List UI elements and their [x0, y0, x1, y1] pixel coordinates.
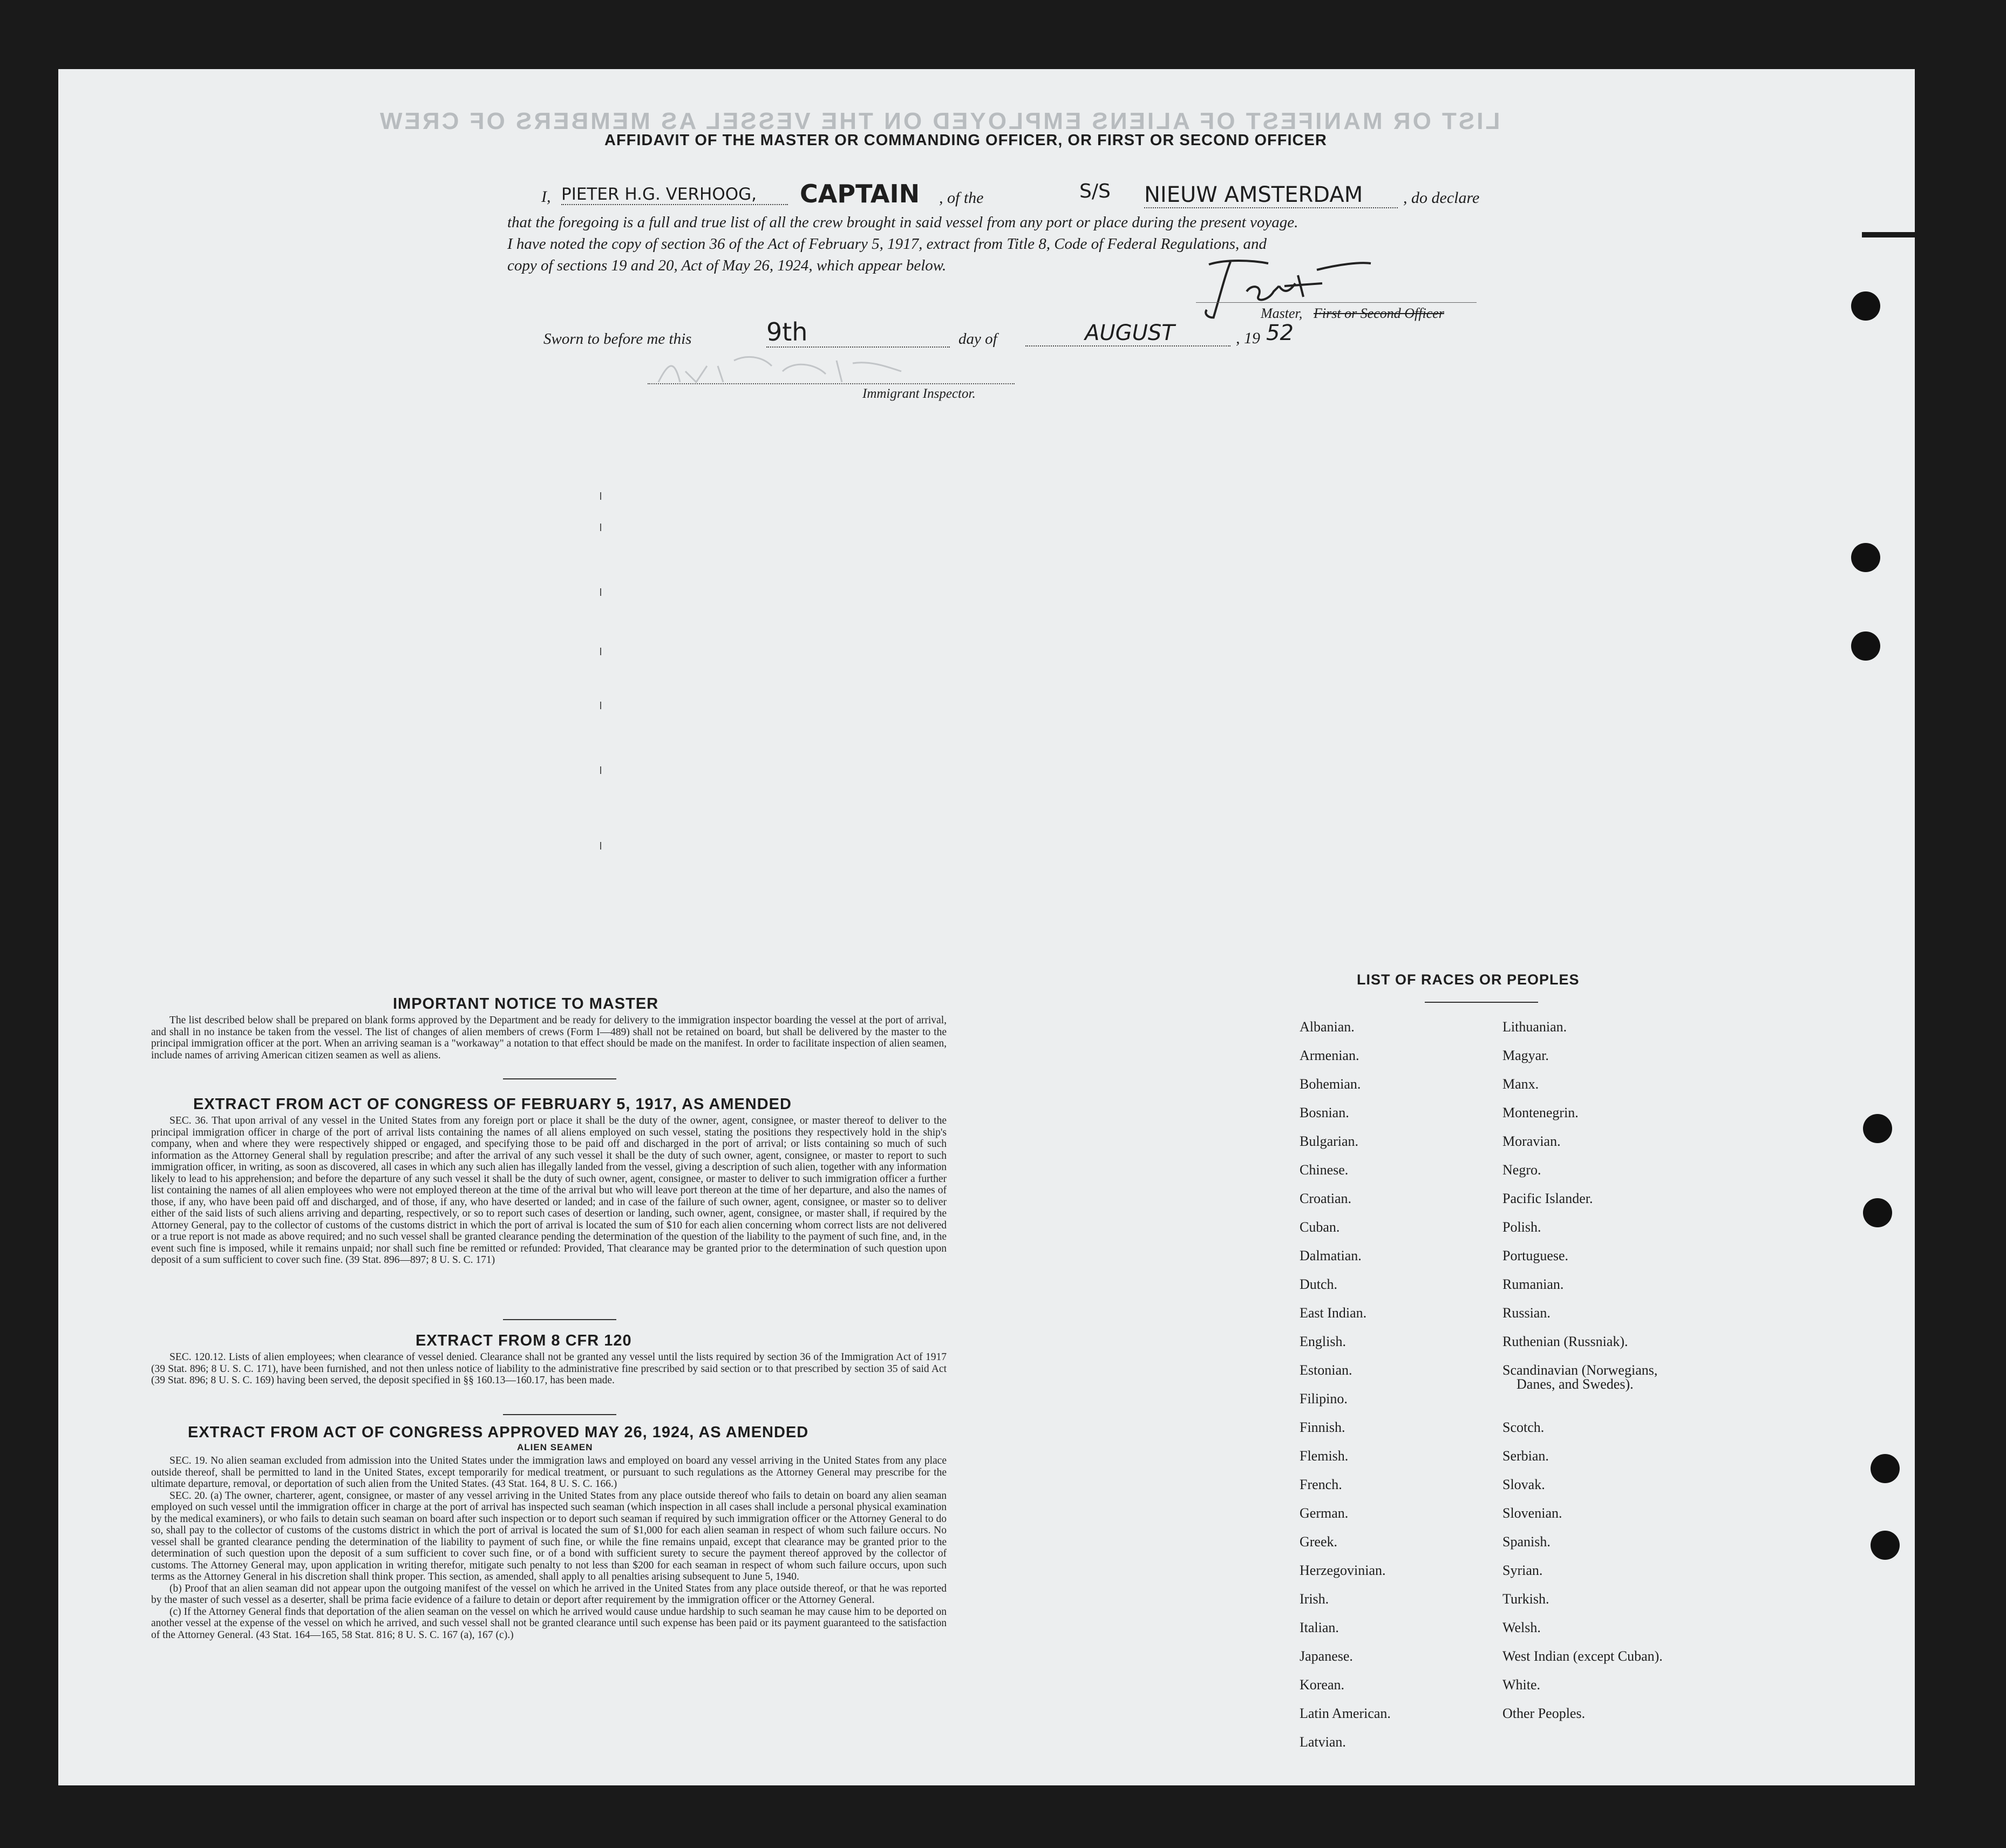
punch-hole: [1851, 631, 1880, 661]
alien-seamen-subtitle: ALIEN SEAMEN: [517, 1442, 593, 1452]
column-tick: [600, 524, 601, 531]
extract-1917-text: [151, 1115, 947, 1266]
extract-cfr-title: EXTRACT FROM 8 CFR 120: [416, 1332, 632, 1349]
race-item: Other Peoples.: [1502, 1706, 1586, 1721]
notice-paragraph: The list described below shall be prepared on blank forms approved by the Department and be ready for delivery to the immigration inspector boarding the vessel at the port of arrival, and shall in no instance be taken from the vessel. The list of changes of alien members of crews (Form I—489) shall not be retained on board, but shall be delivered by the master to the principal immigration officer at the port. When an arriving seaman is a "workaway" a notation to that effect should be made on the manifest. In order to facilitate inspection of alien seamen, include names of arriving American citizen seamen as well as aliens.: [151, 1015, 947, 1061]
race-item: Bulgarian.: [1300, 1133, 1359, 1149]
sworn-day-field: 9th: [766, 317, 950, 348]
race-item: Syrian.: [1502, 1562, 1543, 1578]
signer-role-master: Master,: [1261, 305, 1303, 321]
race-item: Montenegrin.: [1502, 1105, 1579, 1120]
race-item: Latin American.: [1300, 1706, 1391, 1721]
notice-text: [151, 1015, 947, 1061]
race-item: Rumanian.: [1502, 1276, 1564, 1292]
race-item: Russian.: [1502, 1305, 1551, 1321]
inspector-signature-line: [648, 383, 1015, 384]
do-declare-label: , do declare: [1403, 189, 1480, 207]
punch-hole: [1851, 543, 1880, 572]
race-item: Bohemian.: [1300, 1076, 1361, 1092]
day-of-label: day of: [958, 330, 997, 348]
punch-hole: [1851, 291, 1880, 321]
sworn-month-field: AUGUST: [1025, 321, 1230, 346]
column-tick: [600, 702, 601, 709]
affidavit-body-line: copy of sections 19 and 20, Act of May 26, 1924, which appear below.: [507, 257, 947, 274]
race-item: Portuguese.: [1502, 1248, 1569, 1263]
sec20c-paragraph: (c) If the Attorney General finds that deportation of the alien seaman on the vessel on which he arrived would cause undue hardship to such seaman he may cause him to be deported on another vessel at the expense of the vessel on which he arrived, and such vessel shall not be granted clearance until such expense has been paid or its payment guaranteed to the satisfaction of the Attorney General. (43 Stat. 164—165, 58 Stat. 816; 8 U. S. C. 167 (a), 167 (c).): [151, 1606, 947, 1641]
sec36-paragraph: SEC. 36. That upon arrival of any vessel in the United States from any foreign port or place it shall be the duty of the owner, agent, consignee, or master thereof to deliver to the principal immigration officer in charge of the port of arrival lists containing the names of all aliens employed on such vessel, stating the positions they respectively hold in the ship's company, when and where they were respectively shipped or engaged, and specifying those to be paid off and discharged in the port of arrival; or lists containing so much of such information as the Attorney General shall by regulation prescribe; and after the arrival of any such vessel it shall be the duty of such owner, agent, consignee, or master to report to such immigration officer, in writing, as soon as discovered, all cases in which any such alien has illegally landed from the vessel, giving a description of such alien, together with any information likely to lead to his apprehension; and before the departure of any such vessel it shall be the duty of such owner, agent, consignee, or master to deliver to such immigration officer a further list containing the names of all alien employees who were not employed thereon at the time of the arrival but who will leave port thereon at the time of her departure, and also the names of those, if any, who have been paid off and discharged, and of those, if any, who have deserted or landed; and in case of the failure of such owner, agent, consignee, or master so to deliver either of the said lists of such aliens arriving and departing, respectively, or so to report such cases of desertion or landing, such owner, agent, consignee, or master shall, if required by the Attorney General, pay to the collector of customs of the customs district in which the port of arrival is located the sum of $10 for each alien concerning whom correct lists are not delivered or a true report is not made as above required; and no such vessel shall be granted clearance pending the determination of the question of the liability to the payment of such fine, and, in the event such fine is imposed, while it remains unpaid; nor shall such fine be remitted or refunded: Provided, That clearance may be granted prior to the determination of such question upon deposit of a sum sufficient to cover such fine. (39 Stat. 896—897; 8 U. S. C. 171): [151, 1115, 947, 1266]
race-item: Armenian.: [1300, 1048, 1359, 1063]
race-item: Pacific Islander.: [1502, 1191, 1593, 1206]
punch-hole: [1863, 1198, 1892, 1227]
column-tick: [600, 842, 601, 850]
race-item: East Indian.: [1300, 1305, 1367, 1321]
race-item: Spanish.: [1502, 1534, 1551, 1550]
race-item: Chinese.: [1300, 1162, 1349, 1178]
race-item: Bosnian.: [1300, 1105, 1349, 1120]
vessel-name-field: NIEUW AMSTERDAM: [1144, 182, 1398, 208]
bleed-through-header: LIST OR MANIFEST OF ALIENS EMPLOYED ON THE VESSEL AS MEMBERS OF CREW: [378, 108, 1500, 134]
race-item: Polish.: [1502, 1219, 1541, 1235]
race-item: Estonian.: [1300, 1362, 1352, 1378]
column-tick: [600, 648, 601, 655]
race-item: Lithuanian.: [1502, 1019, 1567, 1035]
race-item: Scotch.: [1502, 1419, 1545, 1435]
column-tick: [600, 766, 601, 774]
race-item: Italian.: [1300, 1620, 1339, 1635]
affidavit-title: AFFIDAVIT OF THE MASTER OR COMMANDING OFFICER, OR FIRST OR SECOND OFFICER: [604, 132, 1327, 149]
affidavit-body-line: that the foregoing is a full and true list of all the crew brought in said vessel from any port or place during the present voyage.: [507, 214, 1298, 231]
sworn-year-field: 52: [1266, 321, 1294, 345]
race-item: Albanian.: [1300, 1019, 1355, 1035]
race-item: Serbian.: [1502, 1448, 1549, 1464]
affidavit-body-line: I have noted the copy of section 36 of the Act of February 5, 1917, extract from Title 8, Code of Federal Regulations, and: [507, 235, 1267, 253]
divider: [503, 1319, 616, 1320]
race-item: Negro.: [1502, 1162, 1541, 1178]
race-item: Croatian.: [1300, 1191, 1352, 1206]
year-prefix: , 19: [1236, 329, 1260, 347]
divider: [503, 1414, 616, 1415]
page-edge-shadow: [1862, 232, 1916, 237]
race-item: English.: [1300, 1334, 1346, 1349]
column-tick: [600, 492, 601, 500]
race-item: Irish.: [1300, 1591, 1329, 1607]
race-item: Moravian.: [1502, 1133, 1561, 1149]
extract-1924-text: [151, 1455, 947, 1641]
race-item: Greek.: [1300, 1534, 1338, 1550]
extract-cfr-text: [151, 1351, 947, 1387]
signature-line: [1196, 302, 1477, 303]
of-the-label: , of the: [939, 189, 984, 207]
race-item: Finnish.: [1300, 1419, 1345, 1435]
punch-hole: [1863, 1114, 1892, 1143]
rank-field: CAPTAIN: [800, 179, 920, 208]
divider: [1425, 1002, 1538, 1003]
race-item: Flemish.: [1300, 1448, 1349, 1464]
sec120-paragraph: SEC. 120.12. Lists of alien employees; when clearance of vessel denied. Clearance shall not be granted any vessel until the lists required by section 36 of the Immigration Act of 1917 (39 Stat. 896; 8 U. S. C. 171), have been furnished, and not then unless notice of liability to the administrative fine prescribed by said section or to that prescribed by section 35 of said Act (39 Stat. 896; 8 U. S. C. 169) having been served, the deposit specified in §§ 160.13—160.17, has been made.: [151, 1351, 947, 1386]
vessel-prefix: S/S: [1079, 180, 1111, 202]
extract-1924-title: EXTRACT FROM ACT OF CONGRESS APPROVED MAY 26, 1924, AS AMENDED: [188, 1424, 809, 1441]
master-name-field: PIETER H.G. VERHOOG,: [561, 185, 788, 205]
race-item: Scandinavian (Norwegians,: [1502, 1362, 1658, 1378]
notice-title: IMPORTANT NOTICE TO MASTER: [393, 995, 659, 1013]
sec20b-paragraph: (b) Proof that an alien seaman did not appear upon the outgoing manifest of the vessel on which he arrived in the United States from any place outside thereof, or that he was reported by the master of such vessel as a deserter, shall be prima facie evidence of a failure to detain or deport after requirement by the immigration officer or the Attorney General.: [151, 1582, 947, 1606]
races-title: LIST OF RACES OR PEOPLES: [1357, 971, 1580, 988]
column-tick: [600, 588, 601, 596]
race-item: White.: [1502, 1677, 1541, 1693]
race-item: Slovak.: [1502, 1477, 1545, 1492]
declare-prefix: I,: [541, 188, 551, 206]
punch-hole: [1871, 1531, 1900, 1560]
race-item: Slovenian.: [1502, 1505, 1562, 1521]
sec20a-paragraph: SEC. 20. (a) The owner, charterer, agent, consignee, or master of any vessel arriving in the United States from any place outside thereof who fails to detain on board any alien seaman employed on such vessel until the immigration officer in charge at the port of arrival has inspected such seaman (which inspection in all cases shall include a personal physical examination by the medical examiners), or who fails to detain such seaman on board after such inspection or to deport such seaman if required by such immigration officer or the Attorney General to do so, shall pay to the collector of customs of the customs district in which the port of arrival is located the sum of $1,000 for each alien seaman in respect of whom such failure occurs. No vessel shall be granted clearance pending the determination of the liability to payment of such fine, or while the fine remains unpaid, except that clearance may be granted prior to the determination of such question upon the deposit of a sum sufficient to cover such fine, or of a bond with sufficient surety to secure the payment thereof approved by the collector of customs. The Attorney General may, upon application in writing therefor, mitigate such penalty to not less than $200 for each seaman in respect of whom such failure occurs, upon such terms as the Attorney General in his discretion shall think proper. This section, as amended, shall apply to all penalties arising subsequent to June 5, 1940.: [151, 1490, 947, 1582]
race-item: Turkish.: [1502, 1591, 1549, 1607]
race-item: Magyar.: [1502, 1048, 1549, 1063]
race-item: Manx.: [1502, 1076, 1539, 1092]
sec19-paragraph: SEC. 19. No alien seaman excluded from admission into the United States under the immigration laws and employed on board any vessel arriving in the United States from any place outside thereof, shall be permitted to land in the United States, except temporarily for medical treatment, or pursuant to such regulations as the Attorney General may prescribe for the ultimate departure, removal, or deportation of such alien from the United States. (43 Stat. 164, 8 U. S. C. 166.): [151, 1455, 947, 1490]
race-item: French.: [1300, 1477, 1342, 1492]
race-item: Herzegovinian.: [1300, 1562, 1386, 1578]
race-item: Welsh.: [1502, 1620, 1541, 1635]
punch-hole: [1871, 1454, 1900, 1483]
race-item: Dalmatian.: [1300, 1248, 1362, 1263]
inspector-label: Immigrant Inspector.: [862, 386, 976, 401]
race-item: Ruthenian (Russniak).: [1502, 1334, 1628, 1349]
extract-1917-title: EXTRACT FROM ACT OF CONGRESS OF FEBRUARY 5, 1917, AS AMENDED: [193, 1096, 792, 1113]
race-item: Japanese.: [1300, 1648, 1353, 1664]
race-item: Latvian.: [1300, 1734, 1346, 1750]
race-item: Cuban.: [1300, 1219, 1340, 1235]
race-item: West Indian (except Cuban).: [1502, 1648, 1663, 1664]
race-item: Filipino.: [1300, 1391, 1348, 1407]
divider: [503, 1078, 616, 1079]
race-item: Danes, and Swedes).: [1517, 1376, 1634, 1392]
signer-role-struck: First or Second Officer: [1314, 305, 1444, 321]
race-item: German.: [1300, 1505, 1349, 1521]
sworn-label: Sworn to before me this: [543, 330, 692, 348]
race-item: Korean.: [1300, 1677, 1345, 1693]
race-item: Dutch.: [1300, 1276, 1338, 1292]
page-tab: [1862, 69, 1915, 231]
